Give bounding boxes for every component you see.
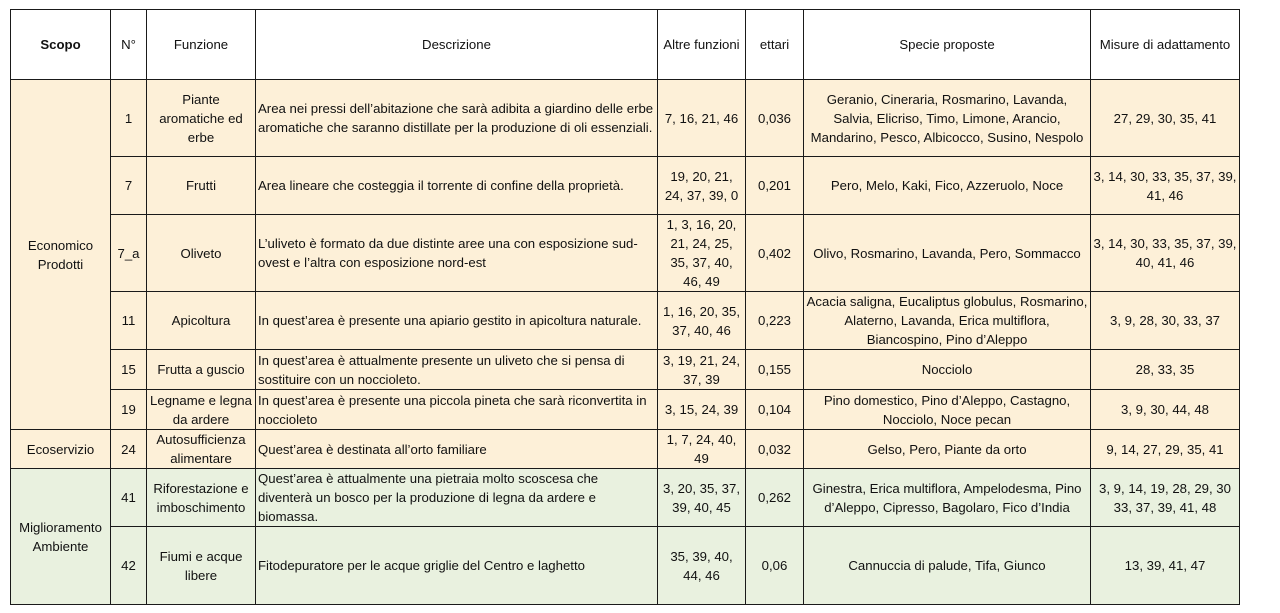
cell-descrizione: Quest’area è attualmente una pietraia molto scoscesa che diventerà un bosco per la produzione di legna da ardere e biomassa. bbox=[256, 469, 658, 527]
table-row bbox=[11, 430, 1240, 469]
cell-funzione: Autosufficienza alimentare bbox=[147, 430, 256, 469]
cell-funzione: Fiumi e acque libere bbox=[147, 527, 256, 605]
cell-altre: 1, 16, 20, 35, 37, 40, 46 bbox=[658, 292, 746, 350]
group-miglioramento: Miglioramento Ambiente bbox=[11, 469, 111, 605]
cell-ettari: 0,402 bbox=[746, 215, 804, 292]
cell-funzione: Riforestazione e imboschimento bbox=[147, 469, 256, 527]
cell-ettari: 0,201 bbox=[746, 157, 804, 215]
cell-funzione: Legname e legna da ardere bbox=[147, 390, 256, 430]
cell-n: 19 bbox=[111, 390, 147, 430]
cell-altre: 3, 20, 35, 37, 39, 40, 45 bbox=[658, 469, 746, 527]
cell-ettari: 0,262 bbox=[746, 469, 804, 527]
cell-altre: 35, 39, 40, 44, 46 bbox=[658, 527, 746, 605]
cell-specie: Pero, Melo, Kaki, Fico, Azzeruolo, Noce bbox=[804, 157, 1091, 215]
cell-funzione: Apicoltura bbox=[147, 292, 256, 350]
group-ecoservizio: Ecoservizio bbox=[11, 430, 111, 469]
cell-descrizione: In quest’area è presente una apiario gestito in apicoltura naturale. bbox=[256, 292, 658, 350]
header-misure: Misure di adattamento bbox=[1091, 10, 1240, 80]
header-ettari: ettari bbox=[746, 10, 804, 80]
cell-ettari: 0,036 bbox=[746, 80, 804, 157]
cell-altre: 1, 3, 16, 20, 21, 24, 25, 35, 37, 40, 46, 49 bbox=[658, 215, 746, 292]
cell-misure: 9, 14, 27, 29, 35, 41 bbox=[1091, 430, 1240, 469]
cell-misure: 3, 14, 30, 33, 35, 37, 39, 40, 41, 46 bbox=[1091, 215, 1240, 292]
cell-funzione: Frutti bbox=[147, 157, 256, 215]
cell-specie: Gelso, Pero, Piante da orto bbox=[804, 430, 1091, 469]
header-numero: N° bbox=[111, 10, 147, 80]
table-row bbox=[11, 350, 1240, 390]
cell-descrizione: Fitodepuratore per le acque griglie del Centro e laghetto bbox=[256, 527, 658, 605]
table-row bbox=[11, 469, 1240, 527]
cell-ettari: 0,06 bbox=[746, 527, 804, 605]
cell-descrizione: In quest’area è attualmente presente un uliveto che si pensa di sostituire con un noccioleto. bbox=[256, 350, 658, 390]
cell-misure: 27, 29, 30, 35, 41 bbox=[1091, 80, 1240, 157]
cell-altre: 3, 15, 24, 39 bbox=[658, 390, 746, 430]
table-row bbox=[11, 215, 1240, 292]
cell-descrizione: Area lineare che costeggia il torrente di confine della proprietà. bbox=[256, 157, 658, 215]
cell-specie: Nocciolo bbox=[804, 350, 1091, 390]
cell-n: 24 bbox=[111, 430, 147, 469]
table-row bbox=[11, 292, 1240, 350]
cell-altre: 1, 7, 24, 40, 49 bbox=[658, 430, 746, 469]
cell-ettari: 0,032 bbox=[746, 430, 804, 469]
cell-misure: 3, 14, 30, 33, 35, 37, 39, 41, 46 bbox=[1091, 157, 1240, 215]
cell-misure: 3, 9, 28, 30, 33, 37 bbox=[1091, 292, 1240, 350]
cell-funzione: Oliveto bbox=[147, 215, 256, 292]
cell-altre: 3, 19, 21, 24, 37, 39 bbox=[658, 350, 746, 390]
cell-specie: Acacia saligna, Eucaliptus globulus, Rosmarino, Alaterno, Lavanda, Erica multiflora, Biancospino, Pino d’Aleppo bbox=[804, 292, 1091, 350]
cell-altre: 19, 20, 21, 24, 37, 39, 0 bbox=[658, 157, 746, 215]
cell-ettari: 0,223 bbox=[746, 292, 804, 350]
cell-n: 11 bbox=[111, 292, 147, 350]
cell-n: 41 bbox=[111, 469, 147, 527]
cell-specie: Pino domestico, Pino d’Aleppo, Castagno, Nocciolo, Noce pecan bbox=[804, 390, 1091, 430]
cell-descrizione: L’uliveto è formato da due distinte aree una con esposizione sud-ovest e l’altra con esposizione nord-est bbox=[256, 215, 658, 292]
cell-funzione: Piante aromatiche ed erbe bbox=[147, 80, 256, 157]
cell-altre: 7, 16, 21, 46 bbox=[658, 80, 746, 157]
table-row bbox=[11, 157, 1240, 215]
cell-specie: Olivo, Rosmarino, Lavanda, Pero, Sommacco bbox=[804, 215, 1091, 292]
header-funzione: Funzione bbox=[147, 10, 256, 80]
cell-specie: Cannuccia di palude, Tifa, Giunco bbox=[804, 527, 1091, 605]
cell-funzione: Frutta a guscio bbox=[147, 350, 256, 390]
header-scopo: Scopo bbox=[11, 10, 111, 80]
table-row bbox=[11, 390, 1240, 430]
cell-n: 1 bbox=[111, 80, 147, 157]
header-altre-funzioni: Altre funzioni bbox=[658, 10, 746, 80]
cell-specie: Geranio, Cineraria, Rosmarino, Lavanda, Salvia, Elicriso, Timo, Limone, Arancio, Mandarino, Pesco, Albicocco, Susino, Nespolo bbox=[804, 80, 1091, 157]
cell-misure: 28, 33, 35 bbox=[1091, 350, 1240, 390]
header-specie: Specie proposte bbox=[804, 10, 1091, 80]
cell-descrizione: Area nei pressi dell’abitazione che sarà adibita a giardino delle erbe aromatiche che saranno distillate per la produzione di oli essenziali. bbox=[256, 80, 658, 157]
cell-misure: 3, 9, 30, 44, 48 bbox=[1091, 390, 1240, 430]
cell-n: 15 bbox=[111, 350, 147, 390]
cell-ettari: 0,104 bbox=[746, 390, 804, 430]
cell-n: 42 bbox=[111, 527, 147, 605]
cell-ettari: 0,155 bbox=[746, 350, 804, 390]
table-row bbox=[11, 80, 1240, 157]
cell-n: 7_a bbox=[111, 215, 147, 292]
cell-descrizione: Quest’area è destinata all’orto familiare bbox=[256, 430, 658, 469]
cell-specie: Ginestra, Erica multiflora, Ampelodesma, Pino d’Aleppo, Cipresso, Bagolaro, Fico d’India bbox=[804, 469, 1091, 527]
table-row bbox=[11, 527, 1240, 605]
cell-misure: 3, 9, 14, 19, 28, 29, 30 33, 37, 39, 41, 48 bbox=[1091, 469, 1240, 527]
cell-n: 7 bbox=[111, 157, 147, 215]
header-descrizione: Descrizione bbox=[256, 10, 658, 80]
cell-descrizione: In quest’area è presente una piccola pineta che sarà riconvertita in noccioleto bbox=[256, 390, 658, 430]
cell-misure: 13, 39, 41, 47 bbox=[1091, 527, 1240, 605]
group-economico: Economico Prodotti bbox=[11, 80, 111, 430]
species-table bbox=[10, 9, 1240, 605]
